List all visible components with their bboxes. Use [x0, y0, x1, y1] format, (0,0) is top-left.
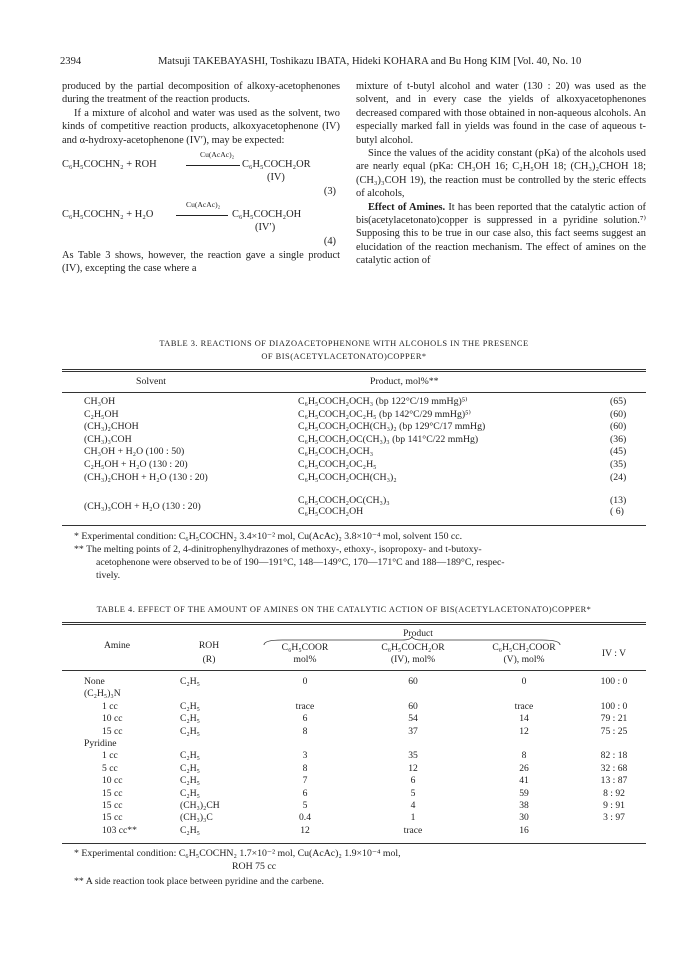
solvent-cell: (CH₃)₂CHOH: [84, 421, 139, 433]
table-note: * Experimental condition: C₆H₅COCHN₂ 3.4×10⁻² mol, Cu(AcAc)₂ 3.8×10⁻⁴ mol, solvent 150 cc.: [74, 531, 463, 542]
table-note: ** The melting points of 2, 4-dinitrophenylhydrazones of methoxy-, ethoxy-, isopropoxy- and t-butoxy-: [74, 544, 482, 555]
equation-catalyst: Cu(AcAc)₂: [186, 200, 221, 210]
c6h5coor-cell: 8: [302, 725, 308, 737]
c6h5coor-cell: 3: [302, 750, 308, 762]
roh-cell: C₂H₅: [180, 700, 201, 712]
equation-number: (3): [323, 186, 336, 198]
equation-rhs: C₆H₅COCH₂OH: [232, 209, 302, 221]
reaction-arrow: [186, 165, 240, 166]
running-header: [60, 56, 648, 70]
amine-cell: 15 cc: [102, 799, 123, 811]
roh-cell: (CH₃)₃C: [180, 812, 213, 824]
equation-3: [62, 149, 340, 198]
roh-cell: (CH₃)₂CH: [180, 799, 220, 811]
amine-cell: 5 cc: [102, 762, 118, 774]
equation-4: [62, 199, 340, 248]
table-row: [62, 459, 646, 472]
ratio-cell: 75 : 25: [600, 725, 628, 737]
ratio-cell: 13 : 87: [600, 775, 628, 787]
amine-cell: 1 cc: [102, 750, 118, 762]
solvent-cell: C₂H₅OH: [84, 408, 119, 420]
table-3-body: [62, 396, 646, 484]
solvent-cell: (CH₃)₃COH + H₂O (130 : 20): [84, 501, 201, 512]
roh-cell: C₂H₅: [180, 750, 201, 762]
amine-cell: 103 cc**: [102, 824, 137, 836]
product-cell: C₆H₅COCH₂OC(CH₃)₃: [298, 495, 390, 506]
yield-cell: (45): [610, 446, 627, 458]
amine-cell: 15 cc: [102, 787, 123, 799]
reaction-arrow: [176, 215, 228, 216]
column-header: mol%: [293, 654, 317, 665]
table-row: [62, 472, 646, 485]
equation-lhs: C₆H₅COCHN₂ + ROH: [62, 159, 157, 171]
ratio-cell: 100 : 0: [600, 700, 628, 712]
column-header: IV : V: [601, 648, 627, 659]
iv-cell: 4: [410, 799, 416, 811]
roh-cell: C₂H₅: [180, 787, 201, 799]
v-cell: 59: [519, 787, 529, 799]
column-header: Product, mol%**: [370, 376, 439, 387]
table-note: ** A side reaction took place between pyridine and the carbene.: [74, 876, 324, 887]
solvent-cell: (CH₃)₃COH: [84, 433, 132, 445]
column-header: C₆H₅CH₂COOR: [492, 642, 556, 653]
table-row: [62, 726, 646, 738]
table-row: [62, 701, 646, 713]
table-rule: [62, 622, 646, 623]
table-row: [62, 713, 646, 725]
product-cell: C₆H₅COCH₂OC₂H₅ (bp 142°C/29 mmHg)⁵⁾: [298, 408, 471, 420]
equation-lhs: C₆H₅COCHN₂ + H₂O: [62, 209, 154, 221]
roh-cell: C₂H₅: [180, 725, 201, 737]
iv-cell: 5: [410, 787, 416, 799]
equation-rhs: C₆H₅COCH₂OR: [242, 159, 311, 171]
table-row: [62, 763, 646, 775]
c6h5coor-cell: 0.4: [299, 812, 311, 824]
solvent-cell: (CH₃)₂CHOH + H₂O (130 : 20): [84, 471, 208, 483]
table-4-header: [62, 628, 646, 668]
product-cell: C₆H₅COCH₂OH: [298, 506, 364, 517]
paragraph-text: It has been reported that the catalytic action of bis(acetylacetonato)copper is suppressed in a pyridine solution.⁷⁾ Supposing this to be true in our case also, this fact seems suggest an elucidation of the reaction mechanism. The effect of amines on the catalytic action of: [356, 201, 646, 267]
iv-cell: 60: [408, 676, 418, 687]
roh-cell: C₂H₅: [180, 762, 201, 774]
table-rule: [62, 392, 646, 393]
column-header: (IV), mol%: [390, 654, 436, 665]
equation-label: (IV): [267, 172, 285, 184]
column-header: (R): [202, 654, 216, 665]
product-cell: C₆H₅COCH₂OC₂H₅: [298, 458, 377, 470]
amine-cell: None: [84, 676, 105, 687]
table-row: [62, 775, 646, 787]
column-header: Amine: [103, 640, 131, 651]
amine-cell: 10 cc: [102, 775, 123, 787]
table-row: [62, 812, 646, 824]
iv-cell: 60: [408, 700, 418, 712]
product-cell: C₆H₅COCH₂OCH₃: [298, 446, 374, 458]
iv-cell: 12: [408, 762, 418, 774]
product-cell: C₆H₅COCH₂OCH(CH₃)₂: [298, 471, 397, 483]
table-4-caption: TABLE 4. EFFECT OF THE AMOUNT OF AMINES ON THE CATALYTIC ACTION OF BIS(ACETYLACETONATO)COPPER*: [96, 605, 592, 614]
table-3-header: [62, 376, 646, 389]
v-cell: trace: [514, 700, 534, 712]
c6h5coor-cell: 7: [302, 775, 308, 787]
ratio-cell: 9 : 91: [603, 799, 625, 811]
ratio-cell: 82 : 18: [600, 750, 628, 762]
paragraph: Since the values of the acidity constant (pKa) of the alcohols used are nearly equal (pKa: CH₃OH 16; C₂H₅OH 18; (CH₃)₂CHOH 18; (CH₃)₃COH 19), the reaction must be controlled by the steric effects of alcohols,: [356, 148, 646, 200]
table-rule: [62, 624, 646, 625]
solvent-cell: CH₃OH + H₂O (100 : 50): [84, 446, 185, 458]
table-row: [62, 396, 646, 409]
left-column: [62, 80, 340, 276]
table-rule: [62, 525, 646, 526]
v-cell: 16: [519, 824, 529, 836]
iv-cell: 37: [408, 725, 418, 737]
ratio-cell: 8 : 92: [603, 787, 625, 799]
right-column: [356, 80, 646, 268]
yield-cell: (60): [610, 421, 627, 433]
table-row: [62, 421, 646, 434]
ratio-cell: 79 : 21: [600, 713, 628, 725]
v-cell: 30: [519, 812, 529, 824]
column-header: Solvent: [136, 376, 166, 387]
yield-cell: (13): [610, 495, 627, 506]
table-row: [62, 688, 646, 700]
paragraph: As Table 3 shows, however, the reaction gave a single product (IV), excepting the case where a: [62, 250, 340, 275]
v-cell: 41: [519, 775, 529, 787]
page-number: 2394: [60, 56, 82, 67]
paragraph: produced by the partial decomposition of alkoxy-acetophenones during the treatment of the reaction products.: [62, 81, 340, 106]
section-heading: Effect of Amines.: [368, 201, 446, 213]
table-note: * Experimental condition: C₆H₅COCHN₂ 1.7×10⁻² mol, Cu(AcAc)₂ 1.9×10⁻⁴ mol,: [74, 848, 401, 859]
yield-cell: (60): [610, 408, 627, 420]
table-rule: [62, 843, 646, 844]
c6h5coor-cell: 5: [302, 799, 308, 811]
table-rule: [62, 371, 646, 372]
v-cell: 26: [519, 762, 529, 774]
table-row: [62, 676, 646, 688]
amine-cell: 15 cc: [102, 725, 123, 737]
column-header: C₆H₅COOR: [281, 642, 329, 653]
table-row: [62, 738, 646, 750]
iv-cell: 54: [408, 713, 418, 725]
caption-line: TABLE 3. REACTIONS OF DIAZOACETOPHENONE WITH ALCOHOLS IN THE PRESENCE: [159, 339, 529, 348]
yield-cell: (35): [610, 458, 627, 470]
yield-cell: ( 6): [610, 506, 624, 517]
c6h5coor-cell: trace: [295, 700, 315, 712]
equation-catalyst: Cu(AcAc)₂: [200, 150, 235, 160]
amine-cell: 10 cc: [102, 713, 123, 725]
v-cell: 8: [521, 750, 527, 762]
table-note: tively.: [96, 570, 121, 581]
paragraph: If a mixture of alcohol and water was used as the solvent, two kinds of competitive reaction products, alkoxyacetophenone (IV) and α-hydroxy-acetophenone (IV′), may be expected:: [62, 107, 340, 146]
paragraph: [356, 201, 646, 268]
iv-cell: 1: [410, 812, 416, 824]
v-cell: 12: [519, 725, 529, 737]
running-title: Matsuji TAKEBAYASHI, Toshikazu IBATA, Hideki KOHARA and Bu Hong KIM [Vol. 40, No. 10: [158, 56, 582, 67]
table-row: [62, 446, 646, 459]
solvent-cell: C₂H₅OH + H₂O (130 : 20): [84, 458, 188, 470]
table-row: [62, 750, 646, 762]
v-cell: 38: [519, 799, 529, 811]
c6h5coor-cell: 0: [302, 676, 308, 687]
table-row: [62, 788, 646, 800]
c6h5coor-cell: 8: [302, 762, 308, 774]
yield-cell: (65): [610, 396, 627, 407]
product-cell: C₆H₅COCH₂OCH₃ (bp 122°C/19 mmHg)⁵⁾: [298, 396, 468, 407]
ratio-cell: 3 : 97: [603, 812, 625, 824]
iv-cell: 6: [410, 775, 416, 787]
v-cell: 0: [521, 676, 527, 687]
amine-cell: 15 cc: [102, 812, 123, 824]
table-row: [62, 434, 646, 447]
amine-cell: 1 cc: [102, 700, 118, 712]
product-brace: [262, 636, 562, 646]
yield-cell: (24): [610, 471, 627, 483]
column-header: Product: [403, 628, 433, 639]
column-header: C₆H₅COCH₂OR: [381, 642, 445, 653]
c6h5coor-cell: 12: [300, 824, 310, 836]
iv-cell: trace: [403, 824, 423, 836]
product-cell: C₆H₅COCH₂OCH(CH₃)₂ (bp 129°C/17 mmHg): [298, 421, 486, 433]
table-rule: [62, 670, 646, 671]
solvent-cell: CH₃OH: [84, 396, 116, 407]
equation-number: (4): [323, 236, 336, 248]
ratio-cell: 32 : 68: [600, 762, 628, 774]
paragraph: mixture of t-butyl alcohol and water (130 : 20) was used as the solvent, and in every case the yields of alkoxyacetophenones decreased compared with those obtained in non-aqueous alcohols. An especially marked fall in yields was found in the case of aqueous t-butyl alcohol.: [356, 81, 646, 146]
column-header: ROH: [198, 640, 220, 651]
table-note: acetophenone were observed to be of 190—191°C, 148—149°C, 170—171°C and 188—189°C, respec-: [96, 557, 505, 568]
table-row: [62, 825, 646, 837]
table-note: ROH 75 cc: [232, 861, 277, 872]
v-cell: 14: [519, 713, 529, 725]
roh-cell: C₂H₅: [180, 676, 201, 687]
ratio-cell: 100 : 0: [600, 676, 628, 687]
equation-label: (IV′): [255, 222, 276, 234]
iv-cell: 35: [408, 750, 418, 762]
table-row: [62, 497, 646, 517]
table-4-body: [62, 676, 646, 837]
amine-cell: (C₂H₅)₃N: [84, 688, 121, 700]
amine-cell: Pyridine: [84, 737, 117, 749]
roh-cell: C₂H₅: [180, 824, 201, 836]
roh-cell: C₂H₅: [180, 713, 201, 725]
c6h5coor-cell: 6: [302, 787, 308, 799]
product-cell: C₆H₅COCH₂OC(CH₃)₃ (bp 141°C/22 mmHg): [298, 433, 479, 445]
table-rule: [62, 369, 646, 370]
table-3-last-row: [62, 497, 646, 517]
table-row: [62, 409, 646, 422]
yield-cell: (36): [610, 433, 627, 445]
table-row: [62, 800, 646, 812]
roh-cell: C₂H₅: [180, 775, 201, 787]
caption-line: OF BIS(ACETYLACETONATO)COPPER*: [261, 352, 427, 361]
table-3-caption: [0, 337, 688, 363]
c6h5coor-cell: 6: [302, 713, 308, 725]
column-header: (V), mol%: [503, 654, 545, 665]
